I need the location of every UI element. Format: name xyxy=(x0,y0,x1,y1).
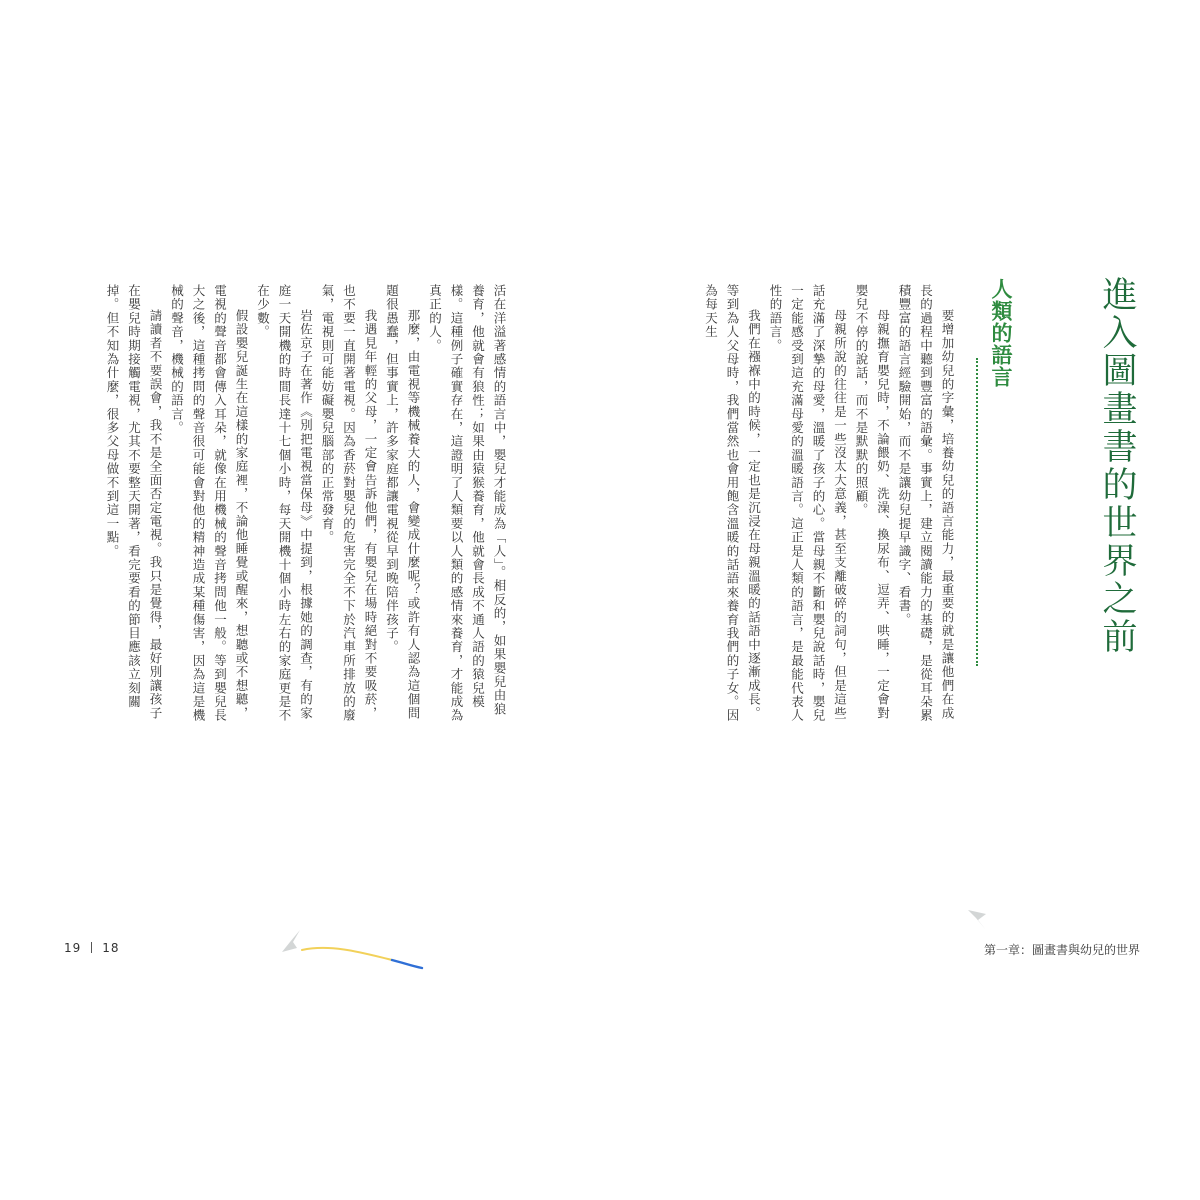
left-page-body xyxy=(70,284,510,724)
body-paragraph: 岩佐京子在著作《別把電視當保母》中提到，根據她的調查，有的家庭一天開機的時間長達十七個小時，每天開機十個小時左右的家庭更是不在少數。 xyxy=(255,284,314,723)
body-paragraph: 母親撫育嬰兒時，不論餵奶、洗澡、換尿布、逗弄、哄睡，一定會對嬰兒不停的說話，而不是默默的照顧。 xyxy=(854,284,891,720)
section-divider xyxy=(976,358,978,666)
page-numbers xyxy=(64,941,120,955)
folio-separator xyxy=(91,942,92,953)
running-head: 第一章：圖畫書與幼兒的世界 xyxy=(983,943,1140,957)
body-paragraph: 活在洋溢著感情的語言中，嬰兒才能成為「人」。相反的，如果嬰兒由狼養育，他就會有狼性；如果由猿猴養育，他就會長成不通人語的猿兒模樣。這種例子確實存在，這證明了人類要以人類的感情來養育，才能成為真正的人。 xyxy=(427,284,507,723)
page-number-left: 19 xyxy=(64,941,82,955)
page-number-right: 18 xyxy=(102,941,120,955)
chapter-title: 進入圖畫書的世界之前 xyxy=(1097,276,1137,656)
body-paragraph: 我遇見年輕的父母，一定會告訴他們，有嬰兒在場時絕對不要吸菸，也不要一直開著電視。因為香菸對嬰兒的危害完全不下於汽車所排放的廢氣，電視則可能妨礙嬰兒腦部的正常發育。 xyxy=(320,284,378,723)
body-paragraph: 我們在襁褓中的時候，一定也是沉浸在母親溫暖的話語中逐漸成長。等到為人父母時，我們當然也會用飽含溫暖的話語來養育我們的子女。因為每天生 xyxy=(703,284,762,723)
bird-icon xyxy=(280,928,302,954)
right-page-body xyxy=(658,284,958,724)
crayon-line-decoration xyxy=(300,938,430,972)
body-paragraph: 請讀者不要誤會，我不是全面否定電視。我只是覺得，最好別讓孩子在嬰兒時期接觸電視，尤其不要整天開著，看完要看的節目應該立刻關掉。但不知為什麼，很多父母做不到這一點。 xyxy=(105,284,163,720)
body-paragraph: 母親所說的往往是一些沒太大意義，甚至支離破碎的詞句，但是這些話充滿了深摯的母愛，溫暖了孩子的心。當母親不斷和嬰兒說話時，嬰兒一定能感受到這充滿母愛的溫暖語言。這正是人類的語言，是最能代表人性的語言。 xyxy=(768,284,848,723)
section-title: 人類的語言 xyxy=(989,278,1013,388)
body-paragraph: 那麼，由電視等機械養大的人，會變成什麼呢？或許有人認為這個問題很愚蠢，但事實上，許多家庭都讓電視從早到晚陪伴孩子。 xyxy=(384,284,421,720)
body-paragraph: 假設嬰兒誕生在這樣的家庭裡，不論他睡覺或醒來，想聽或不想聽，電視的聲音都會傳入耳朵，就像在用機械的聲音拷問他一般。等到嬰兒長大之後，這種拷問的聲音很可能會對他的精神造成某種傷害，因為這是機械的聲音，機械的語言。 xyxy=(169,284,249,723)
bird-icon xyxy=(966,906,988,932)
body-paragraph: 要增加幼兒的字彙，培養幼兒的語言能力，最重要的就是讓他們在成長的過程中聽到豐富的語彙。事實上，建立閱讀能力的基礎，是從耳朵累積豐富的語言經驗開始，而不是讓幼兒提早識字、看書。 xyxy=(897,284,955,723)
